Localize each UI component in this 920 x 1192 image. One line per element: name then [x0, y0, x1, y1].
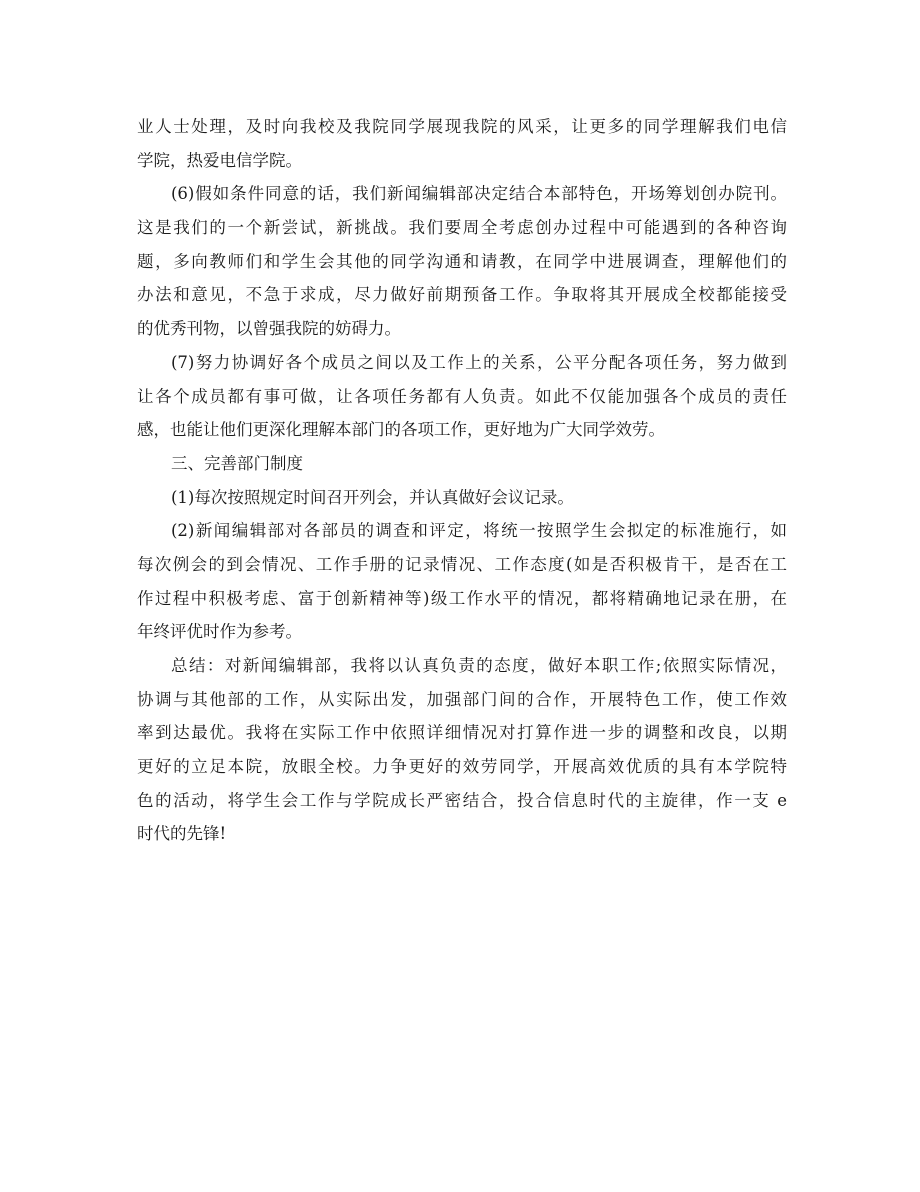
paragraph-p1	[137, 110, 787, 177]
text-line: 三、完善部门制度	[171, 453, 303, 473]
paragraph-p3	[137, 346, 787, 447]
text-line: (1)每次按照规定时间召开列会，并认真做好会议记录。	[171, 487, 574, 507]
text-line: 更好的立足本院，放眼全校。力争更好的效劳同学，开展高效优质的具有本学院特	[137, 757, 787, 777]
text-line: 让各个成员都有事可做，让各项任务都有人负责。如此不仅能加强各个成员的责任	[137, 386, 787, 406]
paragraph-summary	[137, 649, 787, 851]
text-line: 的优秀刊物，以曾强我院的妨碍力。	[137, 319, 401, 339]
text-line: 时代的先锋!	[137, 824, 227, 844]
text-line: 作过程中积极考虑、富于创新精神等)级工作水平的情况，都将精确地记录在册，在	[137, 588, 787, 608]
document-body	[137, 110, 787, 851]
text-line: 这是我们的一个新尝试，新挑战。我们要周全考虑创办过程中可能遇到的各种咨询	[137, 218, 787, 238]
text-line: 率到达最优。我将在实际工作中依照详细情况对打算作进一步的调整和改良，以期	[137, 723, 787, 743]
text-line: (7)努力协调好各个成员之间以及工作上的关系，公平分配各项任务，努力做到	[171, 352, 787, 372]
text-line: 题，多向教师们和学生会其他的同学沟通和请教，在同学中进展调查，理解他们的	[137, 251, 787, 271]
text-line: 每次例会的到会情况、工作手册的记录情况、工作态度(如是否积极肯干，是否在工	[137, 554, 787, 574]
text-line: 协调与其他部的工作，从实际出发，加强部门间的合作，开展特色工作，使工作效	[137, 689, 787, 709]
text-line: 办法和意见，不急于求成，尽力做好前期预备工作。争取将其开展成全校都能接受	[137, 285, 787, 305]
section-heading	[137, 447, 787, 481]
paragraph-p2	[137, 177, 787, 345]
paragraph-p5	[137, 481, 787, 515]
text-line: 学院，热爱电信学院。	[137, 150, 302, 170]
text-line: 感，也能让他们更深化理解本部门的各项工作，更好地为广大同学效劳。	[137, 420, 665, 440]
text-line: 色的活动，将学生会工作与学院成长严密结合，投合信息时代的主旋律，作一支 e	[137, 790, 787, 810]
text-line: (2)新闻编辑部对各部员的调查和评定，将统一按照学生会拟定的标准施行，如	[171, 521, 787, 541]
text-line: 业人士处理，及时向我校及我院同学展现我院的风采，让更多的同学理解我们电信	[137, 117, 787, 136]
text-line: 总结：对新闻编辑部，我将以认真负责的态度，做好本职工作;依照实际情况，	[171, 656, 787, 675]
text-line: 年终评优时作为参考。	[137, 622, 302, 642]
paragraph-p6	[137, 514, 787, 649]
text-line: (6)假如条件同意的话，我们新闻编辑部决定结合本部特色，开场筹划创办院刊。	[171, 184, 787, 204]
